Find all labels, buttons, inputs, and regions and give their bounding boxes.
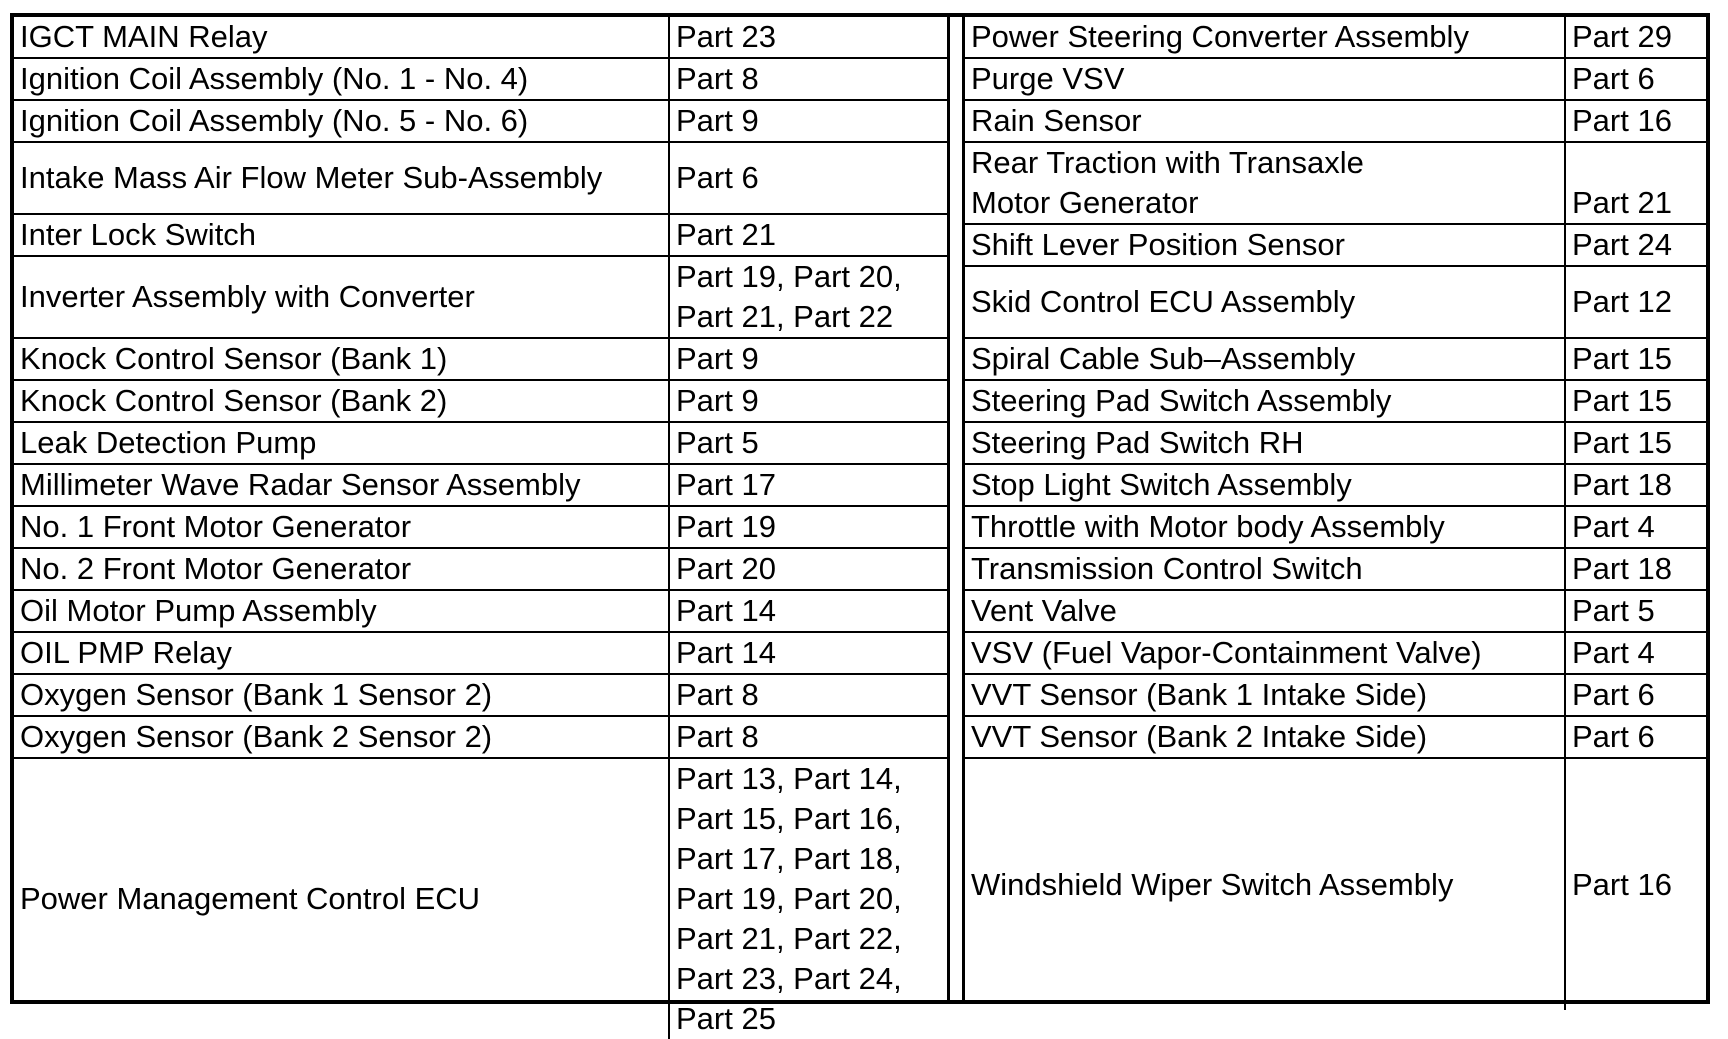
part-reference-cell: Part 6 bbox=[1565, 674, 1706, 716]
component-name-cell bbox=[965, 548, 1565, 590]
component-name-line: Stop Light Switch Assembly bbox=[971, 467, 1352, 502]
part-reference-line: Part 9 bbox=[676, 341, 759, 376]
table-row bbox=[14, 632, 947, 674]
table-row bbox=[14, 464, 947, 506]
part-reference-cell: Part 18 bbox=[1565, 464, 1706, 506]
part-reference-cell: Part 6 bbox=[1565, 716, 1706, 758]
part-reference-line: Part 5 bbox=[676, 425, 759, 460]
component-name-line: Skid Control ECU Assembly bbox=[971, 284, 1356, 319]
component-name-line: Vent Valve bbox=[971, 593, 1117, 628]
part-reference-cell bbox=[669, 100, 947, 142]
part-reference-cell: Part 6 bbox=[1565, 58, 1706, 100]
part-reference-cell: Part 12 bbox=[1565, 266, 1706, 338]
left-index-table bbox=[14, 17, 947, 1039]
table-row bbox=[14, 338, 947, 380]
part-reference-cell bbox=[669, 464, 947, 506]
part-reference-cell: Part 29 bbox=[1565, 17, 1706, 58]
part-reference-cell: Part 16 bbox=[1565, 758, 1706, 1010]
part-reference-cell: Part 5 bbox=[1565, 590, 1706, 632]
part-reference-line: Part 8 bbox=[676, 61, 759, 96]
component-name-line: VVT Sensor (Bank 2 Intake Side) bbox=[971, 719, 1428, 754]
part-reference-cell: Part 15 bbox=[1565, 380, 1706, 422]
table-row bbox=[965, 224, 1706, 266]
part-reference-line: Part 9 bbox=[676, 383, 759, 418]
component-name-cell bbox=[965, 506, 1565, 548]
table-row bbox=[14, 380, 947, 422]
component-name-cell: OIL PMP Relay bbox=[14, 632, 669, 674]
component-name-line: Shift Lever Position Sensor bbox=[971, 227, 1345, 262]
table-row bbox=[965, 548, 1706, 590]
left-index-body bbox=[14, 17, 947, 1039]
part-reference-line: Part 13, Part 14, bbox=[676, 761, 902, 796]
component-name-line: Rain Sensor bbox=[971, 103, 1142, 138]
table-row bbox=[14, 758, 947, 1039]
component-name-line: Spiral Cable Sub–Assembly bbox=[971, 341, 1356, 376]
component-name-cell: Leak Detection Pump bbox=[14, 422, 669, 464]
table-row bbox=[965, 100, 1706, 142]
component-name-cell bbox=[965, 380, 1565, 422]
component-name-cell: Intake Mass Air Flow Meter Sub-Assembly bbox=[14, 142, 669, 214]
component-name-cell: No. 2 Front Motor Generator bbox=[14, 548, 669, 590]
component-name-cell: Millimeter Wave Radar Sensor Assembly bbox=[14, 464, 669, 506]
part-reference-cell: Part 21 bbox=[1565, 142, 1706, 224]
part-reference-line: Part 6 bbox=[676, 160, 759, 195]
part-reference-line: Part 8 bbox=[676, 677, 759, 712]
component-name-cell bbox=[965, 142, 1565, 224]
table-row bbox=[965, 422, 1706, 464]
part-reference-cell: Part 16 bbox=[1565, 100, 1706, 142]
part-reference-line: Part 9 bbox=[676, 103, 759, 138]
component-name-cell bbox=[965, 266, 1565, 338]
table-row bbox=[965, 464, 1706, 506]
table-row bbox=[14, 214, 947, 256]
table-row bbox=[14, 674, 947, 716]
table-row bbox=[14, 506, 947, 548]
part-reference-cell bbox=[669, 716, 947, 758]
component-name-cell: IGCT MAIN Relay bbox=[14, 17, 669, 58]
part-reference-cell: Part 15 bbox=[1565, 422, 1706, 464]
table-row bbox=[14, 716, 947, 758]
table-row bbox=[965, 590, 1706, 632]
table-row bbox=[965, 632, 1706, 674]
part-reference-cell: Part 4 bbox=[1565, 632, 1706, 674]
part-reference-line: Part 17 bbox=[676, 467, 776, 502]
part-reference-cell bbox=[669, 142, 947, 214]
table-row bbox=[965, 58, 1706, 100]
component-name-line: Throttle with Motor body Assembly bbox=[971, 509, 1445, 544]
component-name-cell: Ignition Coil Assembly (No. 5 - No. 6) bbox=[14, 100, 669, 142]
right-index-table bbox=[965, 17, 1706, 1010]
table-row bbox=[965, 716, 1706, 758]
part-reference-line: Part 23 bbox=[676, 19, 776, 54]
component-name-cell: Oil Motor Pump Assembly bbox=[14, 590, 669, 632]
part-reference-line: Part 17, Part 18, bbox=[676, 841, 902, 876]
component-name-line: VVT Sensor (Bank 1 Intake Side) bbox=[971, 677, 1428, 712]
component-name-cell bbox=[965, 338, 1565, 380]
part-reference-line: Part 19, Part 20, bbox=[676, 259, 902, 294]
component-name-line: Transmission Control Switch bbox=[971, 551, 1363, 586]
part-reference-cell bbox=[669, 590, 947, 632]
part-reference-cell: Part 15 bbox=[1565, 338, 1706, 380]
part-reference-cell bbox=[669, 256, 947, 338]
table-row bbox=[965, 17, 1706, 58]
column-separator bbox=[947, 17, 965, 1000]
table-row bbox=[14, 590, 947, 632]
component-name-cell: Oxygen Sensor (Bank 1 Sensor 2) bbox=[14, 674, 669, 716]
component-name-line: Rear Traction with Transaxle bbox=[971, 145, 1364, 180]
table-row bbox=[14, 17, 947, 58]
table-row bbox=[965, 380, 1706, 422]
part-reference-line: Part 20 bbox=[676, 551, 776, 586]
component-name-line: VSV (Fuel Vapor-Containment Valve) bbox=[971, 635, 1482, 670]
part-reference-cell: Part 4 bbox=[1565, 506, 1706, 548]
component-name-cell: Inter Lock Switch bbox=[14, 214, 669, 256]
part-reference-line: Part 21, Part 22, bbox=[676, 921, 902, 956]
table-row bbox=[14, 422, 947, 464]
component-name-cell bbox=[965, 674, 1565, 716]
table-row bbox=[965, 338, 1706, 380]
part-reference-line: Part 14 bbox=[676, 593, 776, 628]
part-reference-cell bbox=[669, 380, 947, 422]
table-row bbox=[965, 506, 1706, 548]
part-reference-cell bbox=[669, 214, 947, 256]
component-name-cell: Inverter Assembly with Converter bbox=[14, 256, 669, 338]
component-name-cell bbox=[965, 464, 1565, 506]
part-reference-cell: Part 24 bbox=[1565, 224, 1706, 266]
component-name-cell bbox=[965, 590, 1565, 632]
component-name-cell: Knock Control Sensor (Bank 2) bbox=[14, 380, 669, 422]
component-name-cell bbox=[965, 716, 1565, 758]
part-reference-cell bbox=[669, 632, 947, 674]
part-reference-line: Part 21, Part 22 bbox=[676, 299, 894, 334]
part-reference-cell bbox=[669, 422, 947, 464]
table-row bbox=[14, 58, 947, 100]
table-row bbox=[965, 266, 1706, 338]
part-reference-line: Part 14 bbox=[676, 635, 776, 670]
table-row bbox=[14, 100, 947, 142]
component-name-line: Power Steering Converter Assembly bbox=[971, 19, 1469, 54]
component-name-cell bbox=[965, 17, 1565, 58]
component-name-cell bbox=[965, 758, 1565, 1010]
part-reference-line: Part 25 bbox=[676, 1001, 776, 1036]
component-name-cell: No. 1 Front Motor Generator bbox=[14, 506, 669, 548]
component-name-line: Windshield Wiper Switch Assembly bbox=[971, 866, 1454, 902]
component-name-line: Steering Pad Switch RH bbox=[971, 425, 1304, 460]
component-name-cell bbox=[965, 224, 1565, 266]
part-reference-line: Part 21 bbox=[676, 217, 776, 252]
part-reference-line: Part 8 bbox=[676, 719, 759, 754]
table-row bbox=[965, 674, 1706, 716]
part-reference-cell bbox=[669, 506, 947, 548]
component-name-cell bbox=[965, 422, 1565, 464]
table-row bbox=[14, 142, 947, 214]
part-reference-cell bbox=[669, 548, 947, 590]
component-name-line: Steering Pad Switch Assembly bbox=[971, 383, 1392, 418]
part-reference-cell bbox=[669, 58, 947, 100]
table-row bbox=[14, 256, 947, 338]
component-name-cell: Oxygen Sensor (Bank 2 Sensor 2) bbox=[14, 716, 669, 758]
parts-index-table bbox=[10, 13, 1710, 1036]
component-name-cell: Knock Control Sensor (Bank 1) bbox=[14, 338, 669, 380]
right-index-body bbox=[965, 17, 1706, 1010]
part-reference-line: Part 19 bbox=[676, 509, 776, 544]
component-name-cell: Ignition Coil Assembly (No. 1 - No. 4) bbox=[14, 58, 669, 100]
component-name-cell bbox=[965, 100, 1565, 142]
part-reference-cell bbox=[669, 17, 947, 58]
part-reference-line: Part 23, Part 24, bbox=[676, 961, 902, 996]
component-name-cell: Power Management Control ECU bbox=[14, 758, 669, 1039]
table-row bbox=[965, 142, 1706, 224]
part-reference-cell bbox=[669, 338, 947, 380]
component-name-line: Purge VSV bbox=[971, 61, 1125, 96]
component-name-cell bbox=[965, 58, 1565, 100]
part-reference-cell bbox=[669, 758, 947, 1039]
component-name-cell bbox=[965, 632, 1565, 674]
table-row bbox=[14, 548, 947, 590]
part-reference-cell: Part 18 bbox=[1565, 548, 1706, 590]
part-reference-line: Part 15, Part 16, bbox=[676, 801, 902, 836]
part-reference-cell bbox=[669, 674, 947, 716]
component-name-line: Motor Generator bbox=[971, 185, 1199, 220]
part-reference-line: Part 19, Part 20, bbox=[676, 881, 902, 916]
table-row bbox=[965, 758, 1706, 1010]
